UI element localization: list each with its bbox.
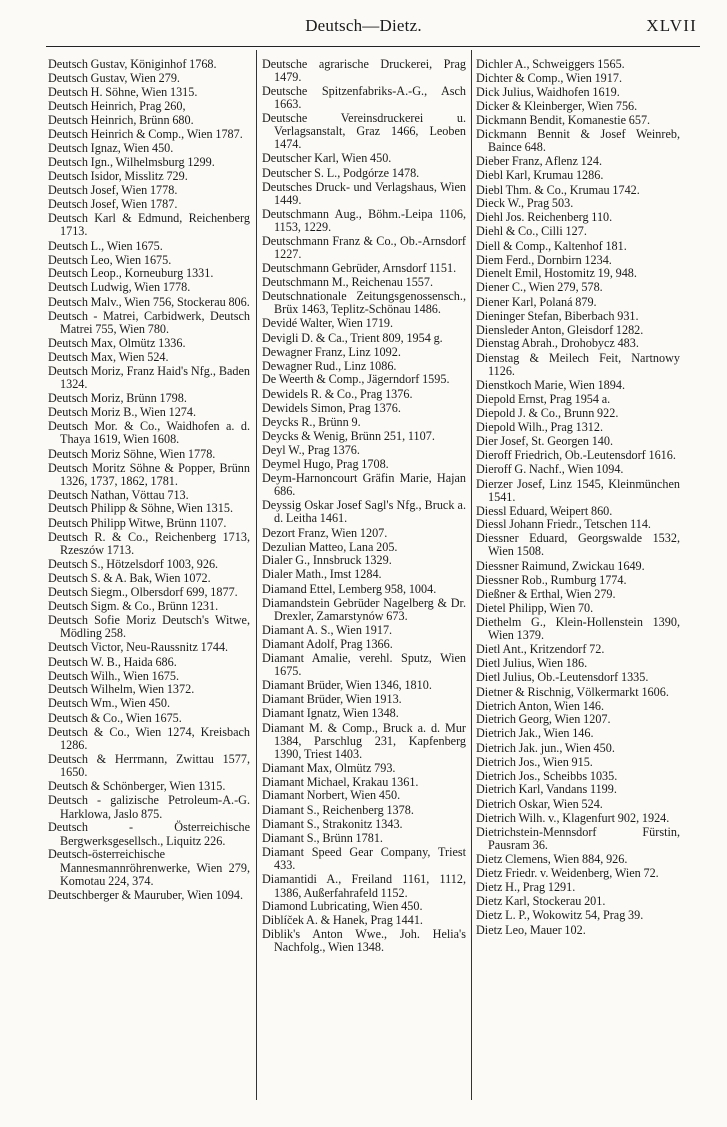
directory-entry: Deutsch Isidor, Misslitz 729.	[48, 169, 188, 184]
directory-entry: De Weerth & Comp., Jägerndorf 1595.	[262, 372, 450, 387]
running-title: Deutsch—Dietz.	[305, 16, 422, 35]
directory-entry: Diamant Ignatz, Wien 1348.	[262, 705, 399, 720]
directory-entry: Dieroff G. Nachf., Wien 1094.	[476, 461, 624, 476]
directory-entry: Dietrich Jos., Scheibbs 1035.	[476, 768, 618, 783]
directory-entry: Dietrich Jos., Wien 915.	[476, 754, 593, 769]
directory-entry: Diamant Amalie, verehl. Sputz, Wien 1675.	[262, 651, 466, 679]
directory-entry: Deutsch Moriz, Brünn 1798.	[48, 391, 187, 406]
directory-entry: Deutsche agrarische Druckerei, Prag 1479.	[262, 58, 466, 85]
directory-entry: Dezort Franz, Wien 1207.	[262, 525, 388, 540]
directory-entry: Deutsch & Co., Wien 1675.	[48, 710, 182, 725]
directory-entry: Dialer G., Innsbruck 1329.	[262, 553, 392, 568]
directory-entry: Dietz H., Prag 1291.	[476, 880, 576, 895]
directory-entry: Deutsch Moriz Söhne, Wien 1778.	[48, 446, 216, 461]
directory-entry: Deycks R., Brünn 9.	[262, 414, 361, 429]
directory-entry: Dietrichstein-Mennsdorf Fürstin, Pausram 36.	[476, 824, 680, 852]
directory-entry: Diamond Lubricating, Wien 450.	[262, 899, 423, 914]
directory-entry: Dichter & Comp., Wien 1917.	[476, 70, 623, 85]
directory-entry: Dieber Franz, Aflenz 124.	[476, 154, 603, 169]
directory-entry: Diebl Karl, Krumau 1286.	[476, 167, 604, 182]
directory-entry: Deutsch Josef, Wien 1778.	[48, 183, 178, 198]
directory-entry: Deutsch-österreichische Mannesmannröhrenwerke, Wien 279, Komotau 224, 374.	[48, 847, 250, 888]
directory-entry: Deutsch Mor. & Co., Waidhofen a. d. Thaya 1619, Wien 1608.	[48, 418, 250, 447]
directory-entry: Deycks & Wenig, Brünn 251, 1107.	[262, 428, 435, 443]
directory-entry: Dewagner Rud., Linz 1086.	[262, 358, 397, 373]
directory-entry: Deutsch - Matrei, Carbidwerk, Deutsch Matrei 755, Wien 780.	[48, 308, 250, 336]
directory-entry: Deutscher Karl, Wien 450.	[262, 151, 392, 166]
directory-entry: Deutsch Nathan, Vöttau 713.	[48, 487, 189, 502]
directory-entry: Dickmann Bendit, Komanestie 657.	[476, 113, 651, 128]
column-divider-2	[471, 50, 472, 1100]
directory-entry: Diell & Comp., Kaltenhof 181.	[476, 238, 627, 253]
directory-entry: Diamant A. S., Wien 1917.	[262, 622, 393, 637]
directory-entry: Dießner & Erthal, Wien 279.	[476, 586, 616, 601]
directory-entry: Deutsch Karl & Edmund, Reichenberg 1713.	[48, 210, 250, 239]
directory-entry: Deutsch Moritz Söhne & Popper, Brünn 1326, 1737, 1862, 1781.	[48, 460, 250, 488]
directory-entry: Deutsch Josef, Wien 1787.	[48, 197, 178, 212]
directory-entry: Diessner Eduard, Georgswalde 1532, Wien 1508.	[476, 531, 680, 559]
directory-entry: Dichler A., Schweiggers 1565.	[476, 58, 625, 71]
directory-entry: Deutsch Sigm. & Co., Brünn 1231.	[48, 599, 219, 614]
directory-entry: Deutsch & Co., Wien 1274, Kreisbach 1286.	[48, 724, 250, 752]
directory-entry: Dietz L. P., Wokowitz 54, Prag 39.	[476, 907, 644, 922]
directory-entry: Diepold Wilh., Prag 1312.	[476, 420, 604, 435]
directory-entry: Diepold Ernst, Prag 1954 a.	[476, 391, 611, 406]
column-3	[476, 58, 680, 1118]
directory-entry: Dezulian Matteo, Lana 205.	[262, 539, 398, 554]
directory-entry: Diem Ferd., Dornbirn 1234.	[476, 252, 612, 267]
directory-entry: Diamant S., Brünn 1781.	[262, 830, 383, 845]
directory-entry: Deutsch Max, Wien 524.	[48, 349, 169, 364]
directory-entry: Deutschmann Gebrüder, Arnsdorf 1151.	[262, 261, 457, 276]
directory-entry: Deutsch Ign., Wilhelmsburg 1299.	[48, 154, 215, 169]
directory-entry: Diamant Norbert, Wien 450.	[262, 788, 401, 803]
directory-entry: Deutschmann Aug., Böhm.-Leipa 1106, 1153, 1229.	[262, 206, 466, 234]
directory-entry: Diamant Brüder, Wien 1913.	[262, 692, 402, 707]
directory-entry: Dewagner Franz, Linz 1092.	[262, 344, 401, 359]
directory-entry: Diblíček A. & Hanek, Prag 1441.	[262, 913, 423, 928]
directory-entry: Deutsch S. & A. Bak, Wien 1072.	[48, 570, 211, 585]
directory-entry: Diamant M. & Comp., Bruck a. d. Mur 1384, Parschlug 231, Kapfenberg 1390, Triest 1403.	[262, 720, 466, 761]
directory-entry: Dietl Ant., Kritzendorf 72.	[476, 642, 605, 657]
directory-entry: Diensleder Anton, Gleisdorf 1282.	[476, 322, 644, 337]
directory-entry: Diessner Rob., Rumburg 1774.	[476, 572, 627, 587]
directory-entry: Dick Julius, Waidhofen 1619.	[476, 84, 620, 99]
directory-entry: Deutsch Moriz B., Wien 1274.	[48, 405, 197, 420]
directory-entry: Devidé Walter, Wien 1719.	[262, 316, 394, 331]
directory-entry: Diamant S., Strakonitz 1343.	[262, 816, 403, 831]
directory-entry: Deutsch R. & Co., Reichenberg 1713, Rzeszów 1713.	[48, 529, 250, 558]
directory-entry: Deutsch & Herrmann, Zwittau 1577, 1650.	[48, 751, 250, 779]
directory-entry: Deutsch Wilhelm, Wien 1372.	[48, 682, 195, 697]
directory-entry: Dietrich Wilh. v., Klagenfurt 902, 1924.	[476, 810, 670, 825]
directory-entry: Deutsch Gustav, Wien 279.	[48, 70, 180, 85]
column-divider-1	[256, 50, 257, 1100]
directory-entry: Diamantidi A., Freiland 1161, 1112, 1386, Außerfahrafeld 1152.	[262, 872, 466, 900]
directory-entry: Diamandstein Gebrüder Nagelberg & Dr. Drexler, Zamarstynów 673.	[262, 595, 466, 623]
directory-entry: Deutschberger & Mauruber, Wien 1094.	[48, 887, 244, 902]
directory-entry: Dieninger Stefan, Biberbach 931.	[476, 308, 639, 323]
directory-entry: Diamant S., Reichenberg 1378.	[262, 803, 414, 818]
directory-entry: Dialer Math., Imst 1284.	[262, 567, 382, 582]
directory-entry: Deutsch Heinrich, Prag 260,	[48, 98, 186, 113]
directory-entry: Deutsch Siegm., Olbersdorf 699, 1877.	[48, 585, 238, 600]
directory-entry: Dicker & Kleinberger, Wien 756.	[476, 98, 638, 113]
directory-entry: Deutsch Ignaz, Wien 450.	[48, 140, 174, 155]
directory-entry: Deutsch Leo, Wien 1675.	[48, 252, 172, 267]
directory-entry: Deutsch Ludwig, Wien 1778.	[48, 280, 191, 295]
directory-entry: Deutscher S. L., Podgórze 1478.	[262, 165, 420, 180]
directory-entry: Diblik's Anton Wwe., Joh. Helia's Nachfolg., Wien 1348.	[262, 927, 466, 955]
directory-entry: Deutsch Philipp & Söhne, Wien 1315.	[48, 501, 233, 516]
directory-entry: Diamant Speed Gear Company, Triest 433.	[262, 844, 466, 872]
directory-entry: Deymel Hugo, Prag 1708.	[262, 457, 389, 472]
directory-entry: Deutsch & Schönberger, Wien 1315.	[48, 778, 226, 793]
directory-entry: Deyl W., Prag 1376.	[262, 443, 360, 458]
directory-entry: Dienstkoch Marie, Wien 1894.	[476, 378, 626, 393]
directory-entry: Deutsches Druck- und Verlagshaus, Wien 1449.	[262, 179, 466, 207]
directory-entry: Dietl Julius, Wien 186.	[476, 656, 588, 671]
directory-entry: Deutschmann Franz & Co., Ob.-Arnsdorf 1227.	[262, 233, 466, 261]
directory-entry: Deyssig Oskar Josef Sagl's Nfg., Bruck a. d. Leitha 1461.	[262, 497, 466, 526]
directory-entry: Deutschnationale Zeitungsgenossensch., Brüx 1463, Teplitz-Schönau 1486.	[262, 289, 466, 317]
directory-entry: Diamand Ettel, Lemberg 958, 1004.	[262, 581, 437, 596]
directory-entry: Deutsch Malv., Wien 756, Stockerau 806.	[48, 294, 250, 309]
directory-entry: Dietrich Jak., Wien 146.	[476, 726, 594, 741]
directory-entry: Dienstag Abrah., Drohobycz 483.	[476, 336, 639, 351]
directory-entry: Deutsch Victor, Neu-Raussnitz 1744.	[48, 640, 229, 655]
directory-entry: Diehl & Co., Cilli 127.	[476, 224, 587, 239]
directory-entry: Diepold J. & Co., Brunn 922.	[476, 405, 619, 420]
directory-entry: Deutsch L., Wien 1675.	[48, 238, 163, 253]
directory-entry: Diener Karl, Polaná 879.	[476, 294, 597, 309]
directory-entry: Deutsch Wm., Wien 450.	[48, 696, 171, 711]
directory-entry: Diessl Eduard, Weipert 860.	[476, 503, 613, 518]
directory-entry: Deutsch H. Söhne, Wien 1315.	[48, 84, 198, 99]
directory-entry: Diessl Johann Friedr., Tetschen 114.	[476, 517, 651, 532]
directory-entry: Deutsch - galizische Petroleum-A.-G. Harklowa, Jaslo 875.	[48, 793, 250, 821]
directory-entry: Dietrich Georg, Wien 1207.	[476, 712, 611, 727]
directory-entry: Dietel Philipp, Wien 70.	[476, 600, 594, 615]
directory-entry: Deutsch Sofie Moriz Deutsch's Witwe, Mödling 258.	[48, 613, 250, 641]
directory-entry: Deutsch Heinrich & Comp., Wien 1787.	[48, 127, 243, 142]
directory-entry: Dickmann Bennit & Josef Weinreb, Baince 648.	[476, 127, 680, 155]
column-1	[48, 58, 250, 1118]
directory-entry: Diamant Adolf, Prag 1366.	[262, 636, 393, 651]
directory-entry: Diamant Max, Olmütz 793.	[262, 760, 396, 775]
directory-entry: Dietl Julius, Ob.-Leutensdorf 1335.	[476, 670, 649, 684]
directory-entry: Diebl Thm. & Co., Krumau 1742.	[476, 182, 640, 197]
directory-entry: Dietrich Anton, Wien 146.	[476, 698, 605, 713]
directory-entry: Dietrich Karl, Vandans 1199.	[476, 782, 617, 797]
directory-entry: Deutschmann M., Reichenau 1557.	[262, 275, 434, 290]
column-2	[262, 58, 466, 1118]
directory-entry: Diamant Michael, Krakau 1361.	[262, 774, 419, 789]
directory-entry: Deutsch Heinrich, Brünn 680.	[48, 113, 194, 128]
directory-entry: Dietrich Oskar, Wien 524.	[476, 797, 603, 812]
directory-entry: Diethelm G., Klein-Hollenstein 1390, Wien 1379.	[476, 615, 680, 643]
header-rule	[46, 46, 700, 47]
directory-entry: Diessner Raimund, Zwickau 1649.	[476, 559, 645, 574]
directory-entry: Dietner & Rischnig, Völkermarkt 1606.	[476, 684, 669, 699]
directory-entry: Deutsch Wilh., Wien 1675.	[48, 668, 180, 683]
directory-entry: Dietz Friedr. v. Weidenberg, Wien 72.	[476, 866, 659, 881]
directory-entry: Deutsche Vereinsdruckerei u. Verlagsanstalt, Graz 1466, Leoben 1474.	[262, 111, 466, 152]
directory-entry: Diamant Brüder, Wien 1346, 1810.	[262, 678, 432, 693]
directory-entry: Dienstag & Meilech Feit, Nartnowy 1126.	[476, 351, 680, 379]
directory-entry: Dieck W., Prag 503.	[476, 196, 574, 211]
directory-entry: Dietz Clemens, Wien 884, 926.	[476, 851, 628, 866]
page-number: XLVII	[646, 16, 697, 35]
directory-entry: Deutsch W. B., Haida 686.	[48, 654, 177, 669]
directory-entry: Deutsch Max, Olmütz 1336.	[48, 335, 186, 350]
directory-entry: Dier Josef, St. Georgen 140.	[476, 434, 614, 449]
directory-entry: Deutsche Spitzenfabriks-A.-G., Asch 1663.	[262, 84, 466, 112]
directory-entry: Diehl Jos. Reichenberg 110.	[476, 210, 613, 225]
directory-entry: Deutsch Philipp Witwe, Brünn 1107.	[48, 516, 227, 531]
directory-entry: Dewidels R. & Co., Prag 1376.	[262, 387, 413, 401]
directory-entry: Deutsch - Österreichische Bergwerksgesellsch., Liquitz 226.	[48, 820, 250, 848]
directory-entry: Dietz Karl, Stockerau 201.	[476, 894, 606, 909]
directory-entry: Dieroff Friedrich, Ob.-Leutensdorf 1616.	[476, 448, 676, 463]
directory-entry: Deutsch Leop., Korneuburg 1331.	[48, 266, 214, 281]
directory-entry: Dienelt Emil, Hostomitz 19, 948.	[476, 266, 637, 281]
directory-entry: Deutsch Moriz, Franz Haid's Nfg., Baden 1324.	[48, 364, 250, 392]
directory-entry: Deym-Harnoncourt Gräfin Marie, Hajan 686.	[262, 470, 466, 499]
directory-entry: Dierzer Josef, Linz 1545, Kleinmünchen 1541.	[476, 476, 680, 504]
directory-entry: Deutsch S., Hötzelsdorf 1003, 926.	[48, 556, 219, 571]
directory-entry: Diener C., Wien 279, 578.	[476, 280, 603, 295]
directory-entry: Devigli D. & Ca., Trient 809, 1954 g.	[262, 330, 443, 345]
directory-entry: Deutsch Gustav, Königinhof 1768.	[48, 58, 217, 71]
directory-entry: Dewidels Simon, Prag 1376.	[262, 400, 401, 415]
directory-entry: Dietz Leo, Mauer 102.	[476, 922, 586, 937]
page-header	[0, 6, 727, 38]
directory-entry: Dietrich Jak. jun., Wien 450.	[476, 740, 615, 755]
